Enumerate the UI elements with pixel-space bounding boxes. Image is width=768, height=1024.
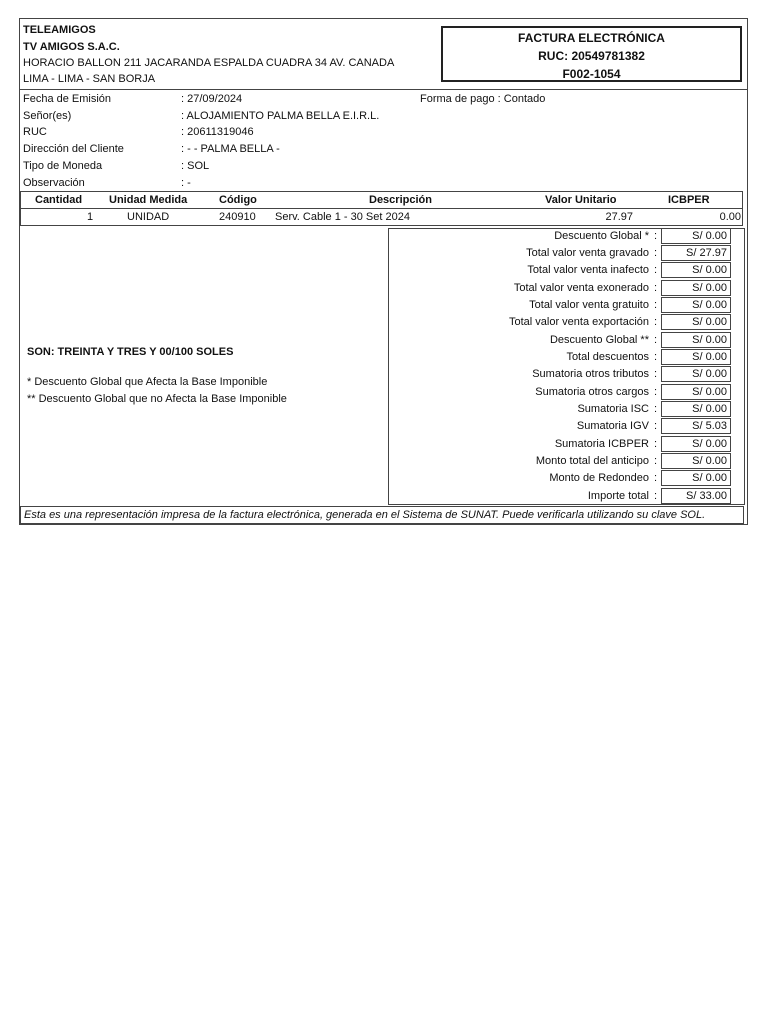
row-code: 240910 [219,211,256,223]
totals-label: Descuento Global ** [549,334,649,346]
column-header-icbper: ICBPER [668,194,710,206]
amount-in-words: SON: TREINTA Y TRES Y 00/100 SOLES [27,346,234,358]
header-divider [19,89,748,90]
invoice-ruc: RUC: 20549781382 [538,49,645,63]
totals-label: Sumatoria ICBPER [554,438,649,450]
totals-label: Monto total del anticipo [535,455,649,467]
issuer-trade-name: TELEAMIGOS [23,24,96,36]
totals-label: Total valor venta gratuito [529,299,649,311]
totals-label: Sumatoria otros tributos [532,368,649,380]
row-icbper: 0.00 [719,211,741,223]
totals-row: Sumatoria ICBPER : S/ 0.00 [388,436,745,453]
customer-label: RUC [23,126,47,138]
totals-value: S/ 0.00 [661,332,731,348]
totals-label: Total valor venta inafecto [527,264,649,276]
totals-value: S/ 27.97 [661,245,731,261]
totals-value: S/ 0.00 [661,453,731,469]
column-header-quantity: Cantidad [35,194,83,206]
customer-label: Dirección del Cliente [23,143,124,155]
totals-label: Monto de Redondeo [549,472,649,484]
totals-row: Sumatoria IGV : S/ 5.03 [388,418,745,435]
totals-row: Total valor venta gravado : S/ 27.97 [388,245,745,262]
invoice-title: FACTURA ELECTRÓNICA [518,31,665,45]
note-global-discount-1: * Descuento Global que Afecta la Base Imponible [27,376,268,388]
totals-value: S/ 5.03 [661,418,731,434]
payment-form: Forma de pago : Contado [420,93,546,105]
customer-label: Observación [23,177,85,189]
totals-value: S/ 0.00 [661,314,731,330]
totals-row: Total valor venta inafecto : S/ 0.00 [388,262,745,279]
customer-value: : 20611319046 [181,126,254,138]
customer-value: : - [181,177,191,189]
totals-label: Total valor venta gravado [526,247,649,259]
column-header-code: Código [219,194,257,206]
totals-value: S/ 0.00 [661,384,731,400]
totals-label: Total descuentos [566,351,649,363]
totals-value: S/ 0.00 [661,436,731,452]
invoice-number: F002-1054 [562,67,621,81]
totals-row: Descuento Global * : S/ 0.00 [388,228,745,245]
totals-label: Total valor venta exonerado [513,282,649,294]
totals-row: Sumatoria otros cargos : S/ 0.00 [388,384,745,401]
items-table [20,191,743,226]
totals-row: Total valor venta exonerado : S/ 0.00 [388,280,745,297]
customer-value: : - - PALMA BELLA - [181,143,280,155]
invoice-id-box [441,26,742,82]
totals-row: Descuento Global ** : S/ 0.00 [388,332,745,349]
totals-row: Monto de Redondeo : S/ 0.00 [388,470,745,487]
row-description: Serv. Cable 1 - 30 Set 2024 [275,211,410,223]
totals-label: Importe total [587,490,649,502]
totals-row: Total valor venta exportación : S/ 0.00 [388,314,745,331]
customer-value: : ALOJAMIENTO PALMA BELLA E.I.R.L. [181,110,380,122]
customer-value: : SOL [181,160,210,172]
totals-row: Monto total del anticipo : S/ 0.00 [388,453,745,470]
column-header-unit: Unidad Medida [109,194,188,206]
items-header-divider [21,208,742,209]
customer-value: : 27/09/2024 [181,93,243,105]
totals-row: Total valor venta gratuito : S/ 0.00 [388,297,745,314]
totals-value: S/ 0.00 [661,228,731,244]
grand-total-value: S/ 33.00 [661,488,731,504]
sunat-footer-note: Esta es una representación impresa de la factura electrónica, generada en el Sistema de SUNAT. Puede verificarla utilizando su clave SOL. [20,506,744,524]
totals-label: Sumatoria otros cargos [535,386,649,398]
row-unit-value: 27.97 [605,211,633,223]
customer-label: Señor(es) [23,110,72,122]
totals-label: Total valor venta exportación [508,316,649,328]
totals-row: Sumatoria otros tributos : S/ 0.00 [388,366,745,383]
totals-value: S/ 0.00 [661,366,731,382]
column-header-unit-value: Valor Unitario [545,194,617,206]
customer-label: Fecha de Emisión [23,93,112,105]
totals-label: Sumatoria IGV [576,420,649,432]
totals-value: S/ 0.00 [661,349,731,365]
issuer-company: TV AMIGOS S.A.C. [23,41,120,53]
totals-row: Sumatoria ISC : S/ 0.00 [388,401,745,418]
issuer-location: LIMA - LIMA - SAN BORJA [23,73,156,85]
totals-label: Descuento Global * [554,230,649,242]
issuer-address: HORACIO BALLON 211 JACARANDA ESPALDA CUADRA 34 AV. CANADA [23,57,395,69]
totals-value: S/ 0.00 [661,280,731,296]
totals-value: S/ 0.00 [661,262,731,278]
totals-label: Sumatoria ISC [577,403,649,415]
totals-value: S/ 0.00 [661,401,731,417]
column-header-description: Descripción [369,194,432,206]
row-unit: UNIDAD [127,211,170,223]
totals-row: Total descuentos : S/ 0.00 [388,349,745,366]
customer-label: Tipo de Moneda [23,160,103,172]
row-quantity: 1 [87,211,94,223]
totals-row-grand-total: Importe total : S/ 33.00 [388,488,745,505]
totals-value: S/ 0.00 [661,470,731,486]
note-global-discount-2: ** Descuento Global que no Afecta la Base Imponible [27,393,287,405]
totals-value: S/ 0.00 [661,297,731,313]
